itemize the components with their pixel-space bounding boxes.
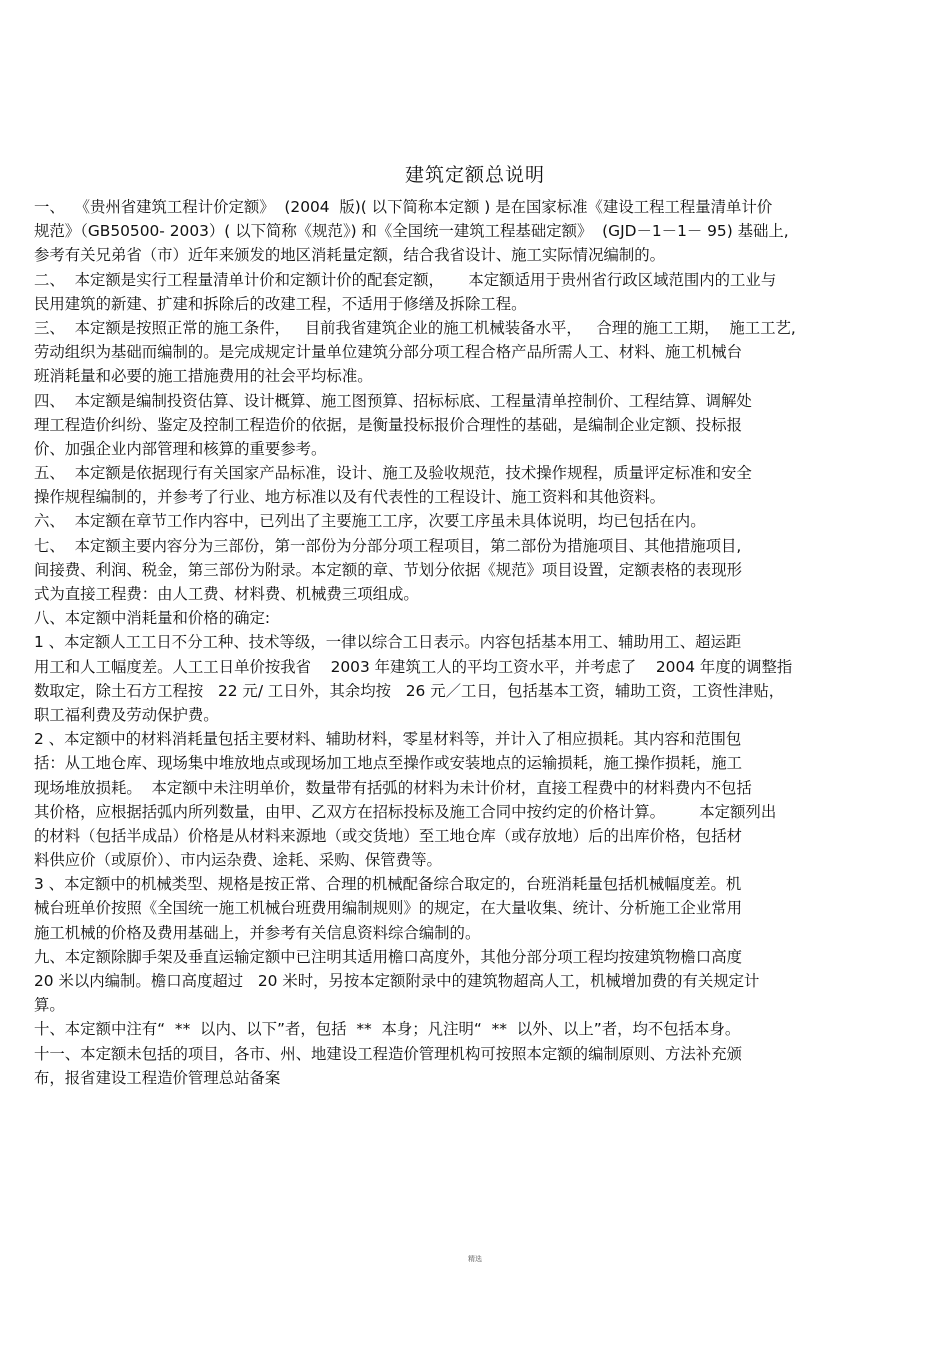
text-line: 五、 本定额是依据现行有关国家产品标准，设计、施工及验收规范，技术操作规程，质量评定标准和安全 bbox=[34, 464, 752, 483]
text-line: 布，报省建设工程造价管理总站备案 bbox=[34, 1068, 281, 1087]
text-line: 参考有关兄弟省（市）近年来颁发的地区消耗量定额，结合我省设计、施工实际情况编制的。 bbox=[34, 246, 666, 265]
text-line: 用工和人工幅度差。人工工日单价按我省 2003 年建筑工人的平均工资水平，并考虑了 2004 年度的调整指 bbox=[34, 657, 793, 676]
text-line: 劳动组织为基础而编制的。是完成规定计量单位建筑分部分项工程合格产品所需人工、材料、施工机械台 bbox=[34, 343, 742, 362]
text-line: 一、 《贵州省建筑工程计价定额》 (2004 版)( 以下简称本定额 ) 是在国家标准《建设工程工程量清单计价 bbox=[34, 198, 773, 216]
text-line: 式为直接工程费：由人工费、材料费、机械费三项组成。 bbox=[34, 585, 419, 603]
text-line: 规范》（GB50500- 2003）( 以下简称《规范》) 和《全国统一建筑工程基础定额》 (GJD－1－1－ 95) 基础上, bbox=[34, 222, 789, 241]
text-line: 九、本定额除脚手架及垂直运输定额中已注明其适用檐口高度外，其他分部分项工程均按建筑物檐口高度 bbox=[34, 947, 742, 966]
text-line: 间接费、利润、税金，第三部份为附录。本定额的章、节划分依据《规范》项目设置，定额表格的表现形 bbox=[34, 560, 742, 579]
text-line: 价、加强企业内部管理和核算的重要参考。 bbox=[34, 439, 327, 458]
text-line: 七、 本定额主要内容分为三部份，第一部份为分部分项工程项目，第二部份为措施项目、其他措施项目, bbox=[34, 536, 742, 555]
text-line: 施工机械的价格及费用基础上，并参考有关信息资料综合编制的。 bbox=[34, 923, 481, 942]
text-line: 十、本定额中注有“ ** 以内、以下”者，包括 ** 本身；凡注明“ ** 以外、以上”者，均不包括本身。 bbox=[34, 1020, 741, 1039]
text-line: 现场堆放损耗。 本定额中未注明单价，数量带有括弧的材料为未计价材，直接工程费中的材料费内不包括 bbox=[34, 778, 752, 797]
text-line: 其价格，应根据括弧内所列数量，由甲、乙双方在招标投标及施工合同中按约定的价格计算。 本定额列出 bbox=[34, 802, 777, 821]
body-text bbox=[34, 195, 924, 1090]
text-line: 20 米以内编制。檐口高度超过 20 米时，另按本定额附录中的建筑物超高人工，机械增加费的有关规定计 bbox=[34, 972, 760, 990]
text-line: 数取定，除土石方工程按 22 元/ 工日外，其余均按 26 元／工日，包括基本工资，辅助工资，工资性津贴， bbox=[34, 681, 785, 700]
text-line: 职工福利费及劳动保护费。 bbox=[34, 705, 219, 724]
text-line: 六、 本定额在章节工作内容中，已列出了主要施工工序，次要工序虽未具体说明，均已包括在内。 bbox=[34, 512, 706, 531]
text-line: 二、 本定额是实行工程量清单计价和定额计价的配套定额， 本定额适用于贵州省行政区域范围内的工业与 bbox=[34, 270, 777, 289]
text-line: 理工程造价纠纷、鉴定及控制工程造价的依据，是衡量投标报价合理性的基础，是编制企业定额、投标报 bbox=[34, 415, 742, 434]
text-line: 操作规程编制的，并参考了行业、地方标准以及有代表性的工程设计、施工资料和其他资料。 bbox=[34, 488, 666, 507]
text-line: 2 、本定额中的材料消耗量包括主要材料、辅助材料，零星材料等，并计入了相应损耗。其内容和范围包 bbox=[34, 730, 742, 749]
text-line: 四、 本定额是编制投资估算、设计概算、施工图预算、招标标底、工程量清单控制价、工程结算、调解处 bbox=[34, 391, 752, 410]
text-line: 班消耗量和必要的施工措施费用的社会平均标准。 bbox=[34, 367, 373, 386]
page-footer: 精选 bbox=[468, 1255, 482, 1263]
text-line: 十一、本定额未包括的项目，各市、州、地建设工程造价管理机构可按照本定额的编制原则、方法补充颁 bbox=[34, 1044, 742, 1063]
page-title: 建筑定额总说明 bbox=[404, 164, 545, 186]
text-line: 八、本定额中消耗量和价格的确定: bbox=[34, 609, 271, 628]
text-line: 1 、本定额人工工日不分工种、技术等级，一律以综合工日表示。内容包括基本用工、辅助用工、超运距 bbox=[34, 633, 742, 652]
text-line: 三、 本定额是按照正常的施工条件， 目前我省建筑企业的施工机械装备水平， 合理的施工工期， 施工工艺, bbox=[34, 318, 796, 337]
text-line: 的材料（包括半成品）价格是从材料来源地（或交货地）至工地仓库（或存放地）后的出库价格，包括材 bbox=[34, 826, 742, 845]
text-line: 料供应价（或原价）、市内运杂费、途耗、采购、保管费等。 bbox=[34, 851, 442, 870]
text-line: 3 、本定额中的机械类型、规格是按正常、合理的机械配备综合取定的，台班消耗量包括机械幅度差。机 bbox=[34, 875, 742, 894]
text-line: 械台班单价按照《全国统一施工机械台班费用编制规则》的规定，在大量收集、统计、分析施工企业常用 bbox=[34, 899, 742, 918]
text-line: 民用建筑的新建、扩建和拆除后的改建工程，不适用于修缮及拆除工程。 bbox=[34, 294, 527, 313]
text-line: 算。 bbox=[34, 996, 65, 1015]
text-line: 括：从工地仓库、现场集中堆放地点或现场加工地点至操作或安装地点的运输损耗，施工操作损耗，施工 bbox=[34, 754, 742, 773]
